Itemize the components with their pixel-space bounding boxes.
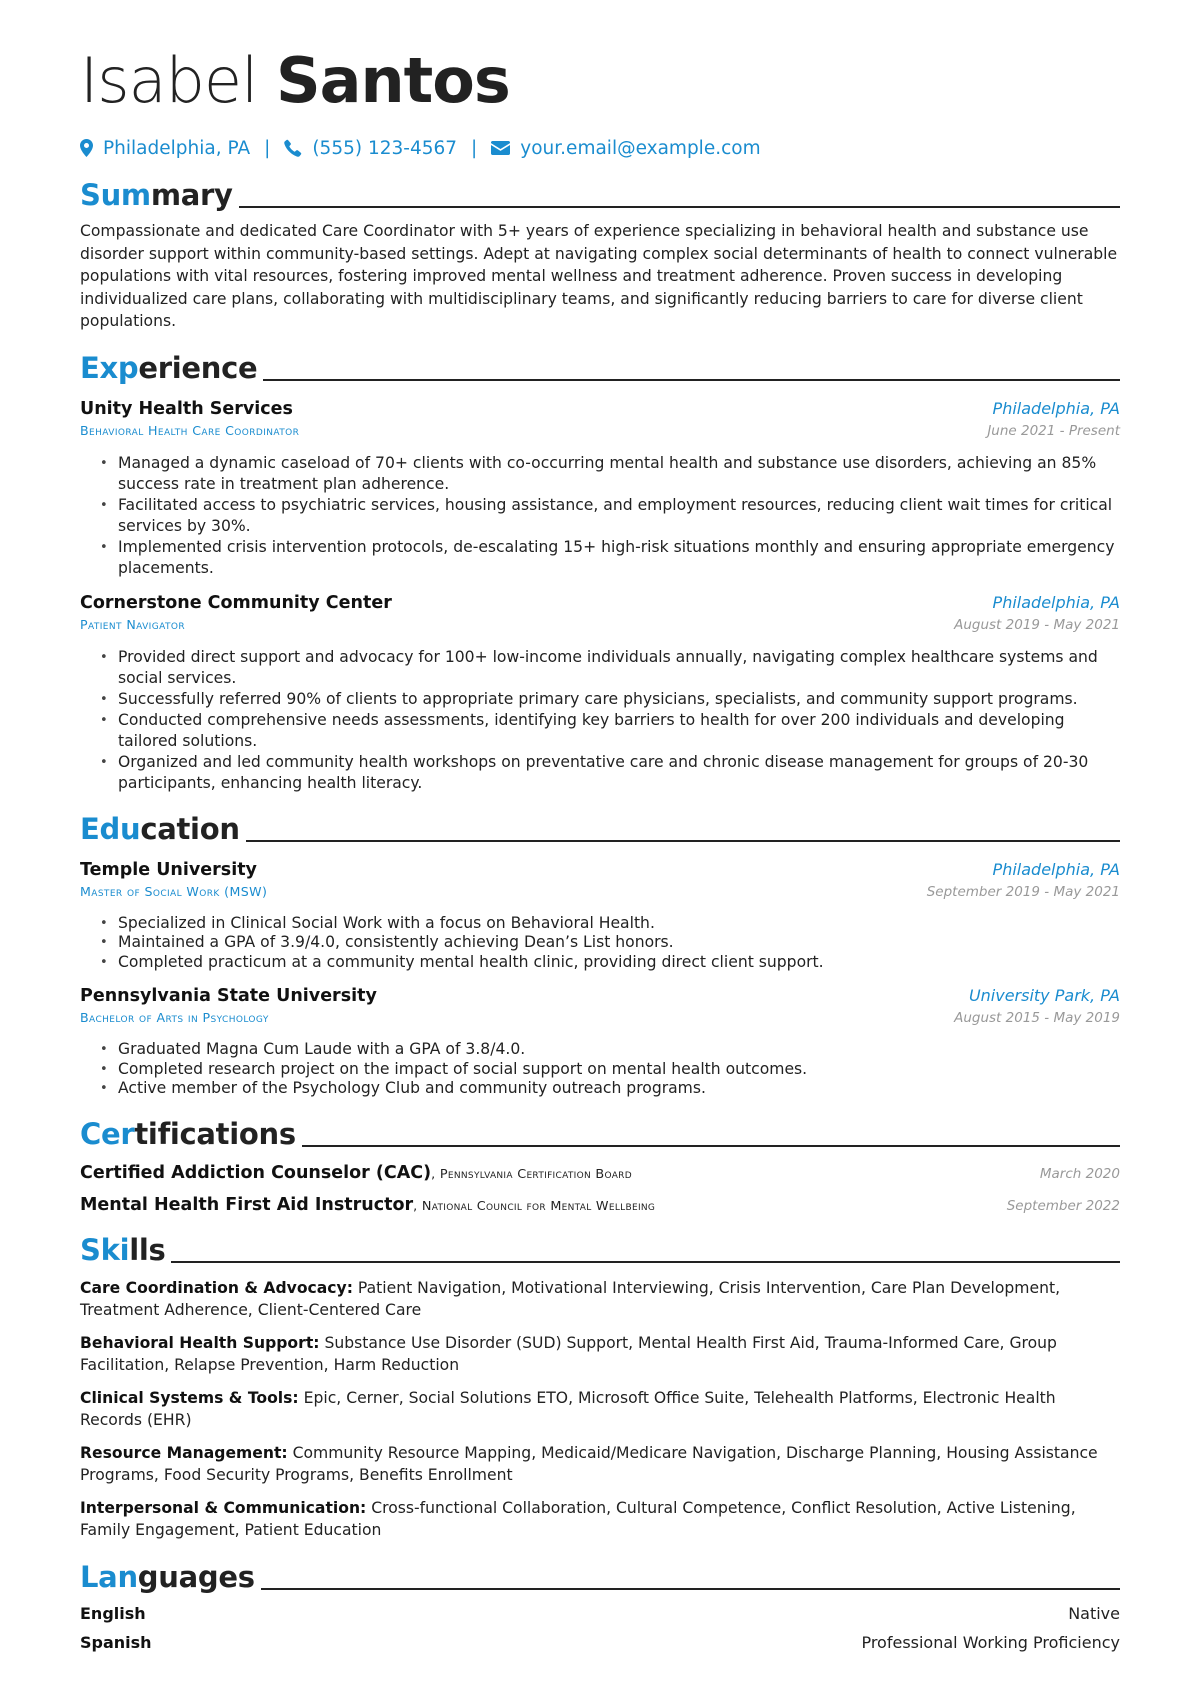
section-divider [261,1588,1120,1590]
language-level: Native [1068,1603,1120,1623]
degree: Master of Social Work (MSW) [80,883,268,899]
job-dates: June 2021 - Present [987,422,1120,439]
certification-name: Certified Addiction Counselor (CAC) [80,1162,432,1183]
job-title: Patient Navigator [80,616,186,632]
contact-phone[interactable] [284,138,457,159]
contact-email[interactable] [491,138,760,159]
language-level: Professional Working Proficiency [861,1632,1120,1652]
list-item: • Provided direct support and advocacy for 100+ low-income individuals annually, navigating complex healthcare systems and social services. [100,647,1120,689]
education-dates: September 2019 - May 2021 [926,883,1120,900]
phone-icon [284,139,302,157]
experience-entry [80,399,1120,579]
experience-entry [80,593,1120,794]
summary-text: Compassionate and dedicated Care Coordinator with 5+ years of experience specializing in behavioral health and substance use disorder support within community-based settings. Adept at navigating complex social determinants of health to connect vulnerable populations with vital resources, fostering improved mental wellness and treatment adherence. Proven success in developing individualized care plans, collaborating with multidisciplinary teams, and significantly reducing barriers to care for diverse client populations. [80,222,1118,330]
school-location: Philadelphia, PA [992,859,1120,879]
list-item: • Conducted comprehensive needs assessments, identifying key barriers to health for over 200 individuals and developing tailored solutions. [100,710,1120,752]
certification-name: Mental Health First Aid Instructor [80,1194,414,1215]
school-name: Temple University [80,859,257,880]
section-title: Languages [80,1559,255,1594]
list-item: • Active member of the Psychology Club and community outreach programs. [100,1079,1120,1099]
skill-items: Patient Navigation, Motivational Interviewing, Crisis Intervention, Care Plan Development, Treatment Adherence, Client-Centered Care [80,1278,1061,1319]
list-item: • Successfully referred 90% of clients to appropriate primary care physicians, specialists, and community support programs. [100,689,1120,710]
language-item [80,1604,1120,1623]
list-item: • Implemented crisis intervention protocols, de-escalating 15+ high-risk situations monthly and ensuring appropriate emergency placements. [100,537,1120,579]
section-divider [263,379,1120,381]
skill-items: Epic, Cerner, Social Solutions ETO, Microsoft Office Suite, Telehealth Platforms, Electronic Health Records (EHR) [80,1388,1056,1429]
certification-item [80,1195,1120,1215]
employer-name: Cornerstone Community Center [80,592,392,613]
section-title: Summary [80,178,233,212]
resume-page [80,44,1120,1652]
list-item: • Managed a dynamic caseload of 70+ clients with co-occurring mental health and substance use disorders, achieving an 85% success rate in treatment plan adherence. [100,453,1120,495]
certification-date: March 2020 [1039,1165,1120,1182]
skill-group [80,1387,1120,1432]
list-item: • Completed research project on the impact of social support on mental health outcomes. [100,1060,1120,1080]
section-title: Education [80,811,240,846]
section-divider [239,206,1120,208]
skill-group [80,1277,1120,1322]
achievement-list [80,453,1120,579]
certification-date: September 2022 [1006,1197,1120,1214]
list-item: • Maintained a GPA of 3.9/4.0, consistently achieving Dean’s List honors. [100,933,1120,953]
employer-location: Philadelphia, PA [992,398,1120,418]
achievement-list [80,647,1120,794]
location-text: Philadelphia, PA [103,137,251,159]
section-experience-heading [80,347,1120,385]
section-title: Skills [80,1232,166,1267]
list-item: • Facilitated access to psychiatric services, housing assistance, and employment resources, reducing client wait times for critical services by 30%. [100,495,1120,537]
section-certifications-heading [80,1113,1120,1151]
certification-item [80,1163,1120,1183]
education-entry [80,860,1120,973]
list-item: • Graduated Magna Cum Laude with a GPA of 3.8/4.0. [100,1040,1120,1060]
education-dates: August 2015 - May 2019 [954,1010,1120,1026]
skill-group [80,1332,1120,1377]
skill-items: Community Resource Mapping, Medicaid/Medicare Navigation, Discharge Planning, Housing Assistance Programs, Food Security Programs, Benefits Enrollment [80,1443,1098,1484]
skill-category: Care Coordination & Advocacy: [80,1278,353,1297]
section-title: Certifications [80,1116,296,1151]
contact-separator: | [264,137,271,159]
certification-issuer: , Pennsylvania Certification Board [431,1166,632,1182]
contact-line [80,136,1120,160]
section-title: Experience [80,350,258,385]
last-name: Santos [276,44,510,117]
skill-items: Cross-functional Collaboration, Cultural Competence, Conflict Resolution, Active Listening, Family Engagement, Patient Education [80,1498,1076,1539]
education-highlights [80,1040,1120,1099]
contact-separator: | [471,137,478,159]
certification-issuer: , National Council for Mental Wellbeing [413,1198,656,1214]
language-name: English [80,1603,146,1623]
education-highlights [80,914,1120,973]
map-marker-icon [80,139,93,157]
section-divider [171,1261,1120,1263]
first-name: Isabel [80,44,258,117]
skill-category: Interpersonal & Communication: [80,1498,367,1517]
language-item [80,1633,1120,1652]
job-title: Behavioral Health Care Coordinator [80,422,300,438]
skill-category: Clinical Systems & Tools: [80,1388,299,1407]
section-divider [302,1145,1120,1147]
section-languages-heading [80,1556,1120,1594]
candidate-name [80,44,1120,118]
section-skills-heading [80,1229,1120,1267]
section-summary-heading [80,174,1120,212]
section-divider [246,840,1120,842]
list-item: • Completed practicum at a community mental health clinic, providing direct client support. [100,953,1120,973]
phone-text: (555) 123-4567 [312,137,458,159]
school-location: University Park, PA [968,986,1120,1005]
employer-name: Unity Health Services [80,398,293,419]
skill-group [80,1442,1120,1487]
degree: Bachelor of Arts in Psychology [80,1010,269,1025]
skill-category: Resource Management: [80,1443,288,1462]
language-name: Spanish [80,1632,152,1652]
email-text: your.email@example.com [520,137,761,159]
education-entry [80,986,1120,1099]
section-education-heading [80,808,1120,846]
envelope-icon [491,141,510,155]
skill-items: Substance Use Disorder (SUD) Support, Mental Health First Aid, Trauma-Informed Care, Group Facilitation, Relapse Prevention, Harm Reduction [80,1333,1057,1374]
skill-category: Behavioral Health Support: [80,1333,320,1352]
job-dates: August 2019 - May 2021 [954,616,1120,633]
employer-location: Philadelphia, PA [992,592,1120,612]
list-item: • Organized and led community health workshops on preventative care and chronic disease management for groups of 20-30 participants, enhancing health literacy. [100,752,1120,794]
skill-group [80,1497,1120,1542]
list-item: • Specialized in Clinical Social Work with a focus on Behavioral Health. [100,914,1120,934]
school-name: Pennsylvania State University [80,986,377,1006]
contact-location [80,138,250,159]
